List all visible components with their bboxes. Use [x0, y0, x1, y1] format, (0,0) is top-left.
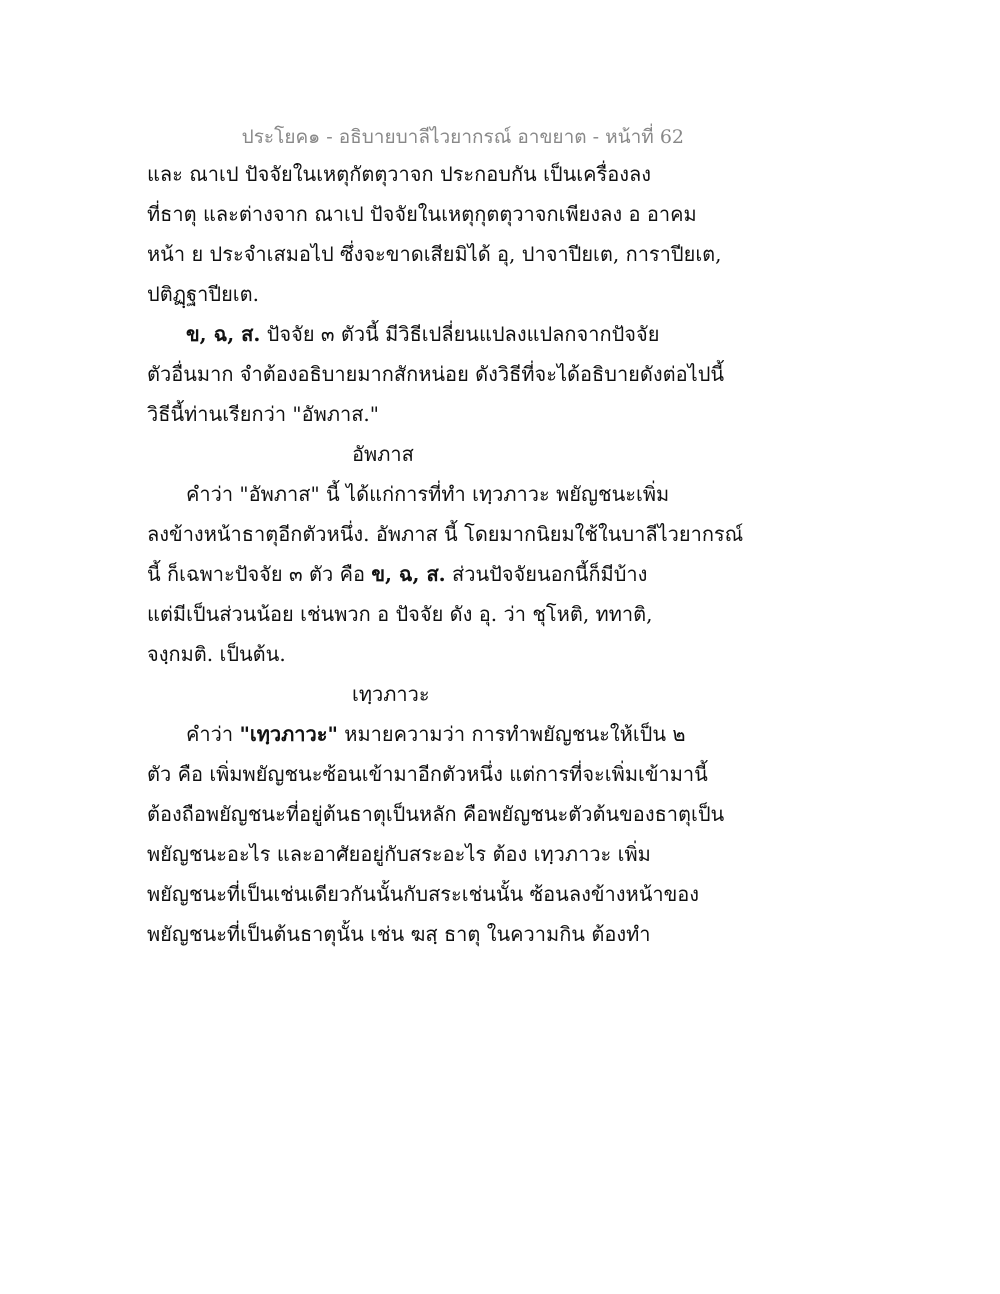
section-heading: เทฺวภาวะ — [352, 682, 430, 706]
body-text: หมายความว่า การทำพยัญชนะให้เป็น ๒ — [337, 722, 686, 746]
bold-term: ข, ฉ, ส. — [186, 322, 261, 346]
body-line: ต้องถือพยัญชนะที่อยู่ต้นธาตุเป็นหลัก คือพยัญชนะตัวต้นของธาตุเป็น — [147, 802, 725, 826]
body-line — [147, 564, 647, 584]
body-text: นี้ ก็เฉพาะปัจจัย ๓ ตัว คือ — [147, 562, 372, 586]
body-line: จงฺกมติ. เป็นต้น. — [147, 642, 286, 666]
body-line — [186, 324, 659, 344]
body-line: ที่ธาตุ และต่างจาก ณาเป ปัจจัยในเหตุกุตตุวาจกเพียงลง อ อาคม — [147, 202, 697, 226]
bold-term: ข, ฉ, ส. — [371, 562, 446, 586]
body-line: และ ณาเป ปัจจัยในเหตุกัตตุวาจก ประกอบกัน เป็นเครื่องลง — [147, 162, 652, 186]
bold-term: "เทฺวภาวะ" — [239, 722, 338, 746]
running-header: ประโยค๑ - อธิบายบาลีไวยากรณ์ อาขยาต - หน้าที่ 62 — [241, 126, 684, 148]
body-line: หน้า ย ประจำเสมอไป ซึ่งจะขาดเสียมิได้ อุ, ปาจาปียเต, การาปียเต, — [147, 242, 722, 266]
body-line: วิธีนี้ท่านเรียกว่า "อัพภาส." — [147, 402, 379, 426]
body-line — [186, 724, 686, 744]
body-line: แต่มีเป็นส่วนน้อย เช่นพวก อ ปัจจัย ดัง อุ. ว่า ชุโหติ, ททาติ, — [147, 602, 653, 626]
body-text: คำว่า — [186, 722, 240, 746]
body-line: คำว่า "อัพภาส" นี้ ได้แก่การที่ทำ เทฺวภาวะ พยัญชนะเพิ่ม — [186, 482, 670, 506]
section-heading: อัพภาส — [352, 442, 414, 466]
body-text: ส่วนปัจจัยนอกนี้ก็มีบ้าง — [445, 562, 648, 586]
body-line: ลงข้างหน้าธาตุอีกตัวหนึ่ง. อัพภาส นี้ โดยมากนิยมใช้ในบาลีไวยากรณ์ — [147, 522, 744, 546]
body-text: ปัจจัย ๓ ตัวนี้ มีวิธีเปลี่ยนแปลงแปลกจากปัจจัย — [260, 322, 660, 346]
body-line: พยัญชนะที่เป็นต้นธาตุนั้น เช่น ฆสฺ ธาตุ ในความกิน ต้องทำ — [147, 922, 651, 946]
body-line: ตัวอื่นมาก จำต้องอธิบายมากสักหน่อย ดังวิธีที่จะได้อธิบายดังต่อไปนี้ — [147, 362, 725, 386]
body-line: พยัญชนะที่เป็นเช่นเดียวกันนั้นกับสระเช่นนั้น ซ้อนลงข้างหน้าของ — [147, 882, 700, 906]
body-line: ปติฏฺฐาปียเต. — [147, 282, 259, 306]
body-line: ตัว คือ เพิ่มพยัญชนะซ้อนเข้ามาอีกตัวหนึ่ง แต่การที่จะเพิ่มเข้ามานี้ — [147, 762, 708, 786]
body-line: พยัญชนะอะไร และอาศัยอยู่กับสระอะไร ต้อง เทฺวภาวะ เพิ่ม — [147, 842, 651, 866]
